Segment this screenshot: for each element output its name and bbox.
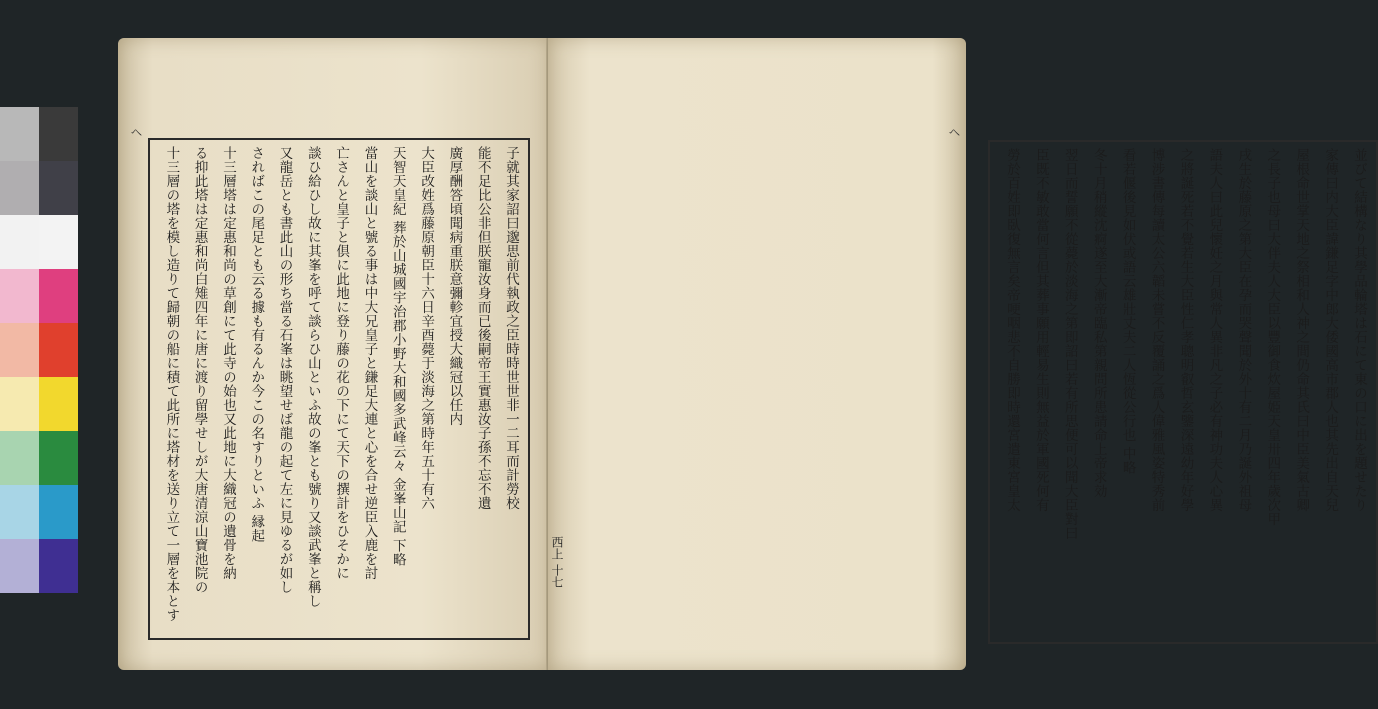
right-column: 冬十月稍縱沈痾遂至大漸帝臨私第親問所患請命上帝求効 xyxy=(1090,148,1107,498)
left-column: 能不足比公非但朕寵汝身而已後嗣帝王實惠汝子孫不忘不遺 xyxy=(474,146,491,510)
tab-mark-left: ヘ xyxy=(129,126,143,138)
right-column: 語夫人曰此兒懷妊之月與常人異非凡之子必有神功夫人心異 xyxy=(1206,148,1223,512)
left-page xyxy=(118,38,550,670)
color-swatch xyxy=(0,161,39,215)
color-swatch xyxy=(39,377,78,431)
open-book xyxy=(118,38,1367,670)
color-swatch xyxy=(39,539,78,593)
left-column: 十三層の塔を模し造りて歸朝の船に積て此所に塔材を送り立て一層を本とす xyxy=(163,146,180,622)
right-column: 看若偃後見如伏或語云雄壯丈夫二人恆從公行也 中略 xyxy=(1119,148,1136,475)
color-swatch xyxy=(0,323,39,377)
color-swatch xyxy=(0,269,39,323)
left-column: 天智天皇紀 葬於山城國宇治郡小野大和國多武峰云々 金峯山記 下略 xyxy=(389,146,406,567)
folio-number: 西上 十七 xyxy=(550,536,564,588)
color-swatch xyxy=(0,215,39,269)
left-column: 亡さんと皇子と倶に此地に登り藤の花の下にて天下の撰計をひそかに xyxy=(333,146,350,580)
left-column: 談ひ給ひし故に其峯を呼て談らひ山といふ故の峯とも號り又談武峯と稱し xyxy=(304,146,321,608)
left-column: 大臣改姓爲藤原朝臣十六日辛酉薨于淡海之第時年五十有六 xyxy=(418,146,435,510)
color-swatch xyxy=(39,323,78,377)
left-column: 又龍岳とも書此山の形ち當る石峯は眺望せば龍の起て左に見ゆるが如し xyxy=(276,146,293,594)
left-column: 當山を談山と號る事は中大兄皇子と鎌足大連と心を合せ逆臣入鹿を討 xyxy=(361,146,378,580)
color-swatch xyxy=(39,485,78,539)
color-swatch xyxy=(39,215,78,269)
right-column: 勞於百姓即臥復無言矣帝哽咽悲不自勝即時還宮遣東宮皇太 xyxy=(1003,148,1020,512)
left-column: さればこの尾足とも云る據も有るんか今この名すりといふ 縁起 xyxy=(248,146,265,543)
right-column: 家傳曰内大臣諱鎌足字中郎大倭國高市郡人也其先出自天兒 xyxy=(1322,148,1339,512)
left-column: る抑此塔は定惠和尚白雉四年に唐に渡り留學せしが大唐清涼山寶池院の xyxy=(191,146,208,594)
left-column: 子就其家詔曰邈思前代執政之臣時時世世非一二耳而計勞校 xyxy=(503,146,519,510)
color-swatch xyxy=(39,269,78,323)
color-swatch xyxy=(39,107,78,161)
right-column: 屋根命世掌天地之祭相和人神之間仍命其氏曰中臣美氣古卿 xyxy=(1293,148,1310,512)
color-swatch xyxy=(0,107,39,161)
right-column: 臣既不敏敢當何言但其葬事願用輕易生則無益於軍國死何有 xyxy=(1032,148,1049,512)
color-swatch xyxy=(0,431,39,485)
tab-mark-right: ヘ xyxy=(947,126,961,138)
left-column: 廣厚酬答頃聞病重朕意彌軫宜授大織冠以任内 xyxy=(446,146,463,426)
left-column: 十三層塔は定惠和尚の草創にて此寺の始也又此地に大織冠の遺骨を納 xyxy=(219,146,236,580)
color-swatch xyxy=(39,431,78,485)
color-swatch xyxy=(0,485,39,539)
right-column: 翌日而誓願不從薨於淡海之第即詔曰若有所思便可以聞大臣對曰 xyxy=(1061,148,1078,540)
right-column: 並びて結構なり其學品輪塔は石にて東の口に出を題せたり xyxy=(1351,148,1367,512)
color-calibration-chart xyxy=(0,107,78,593)
right-column: 之將誕死若不覺若生大臣性仁孝聰明叡哲玄鑒深遠幼年好學 xyxy=(1177,148,1194,512)
color-swatch xyxy=(0,539,39,593)
left-text-frame xyxy=(148,138,530,640)
right-text-frame xyxy=(988,140,1378,644)
right-column: 之長子也母曰大伴夫人大臣以豐御食炊屋姫天皇卅四年歲次甲 xyxy=(1264,148,1281,526)
color-swatch xyxy=(39,161,78,215)
right-page xyxy=(548,38,1367,670)
right-column: 博涉書傳每讀太公六韜未嘗不反覆誦之爲人偉雅風姿特秀前 xyxy=(1148,148,1165,512)
right-column: 戌生於藤原之第大臣在孕而哭聲聞於外十有二月乃誕外祖母 xyxy=(1235,148,1252,512)
color-swatch xyxy=(0,377,39,431)
